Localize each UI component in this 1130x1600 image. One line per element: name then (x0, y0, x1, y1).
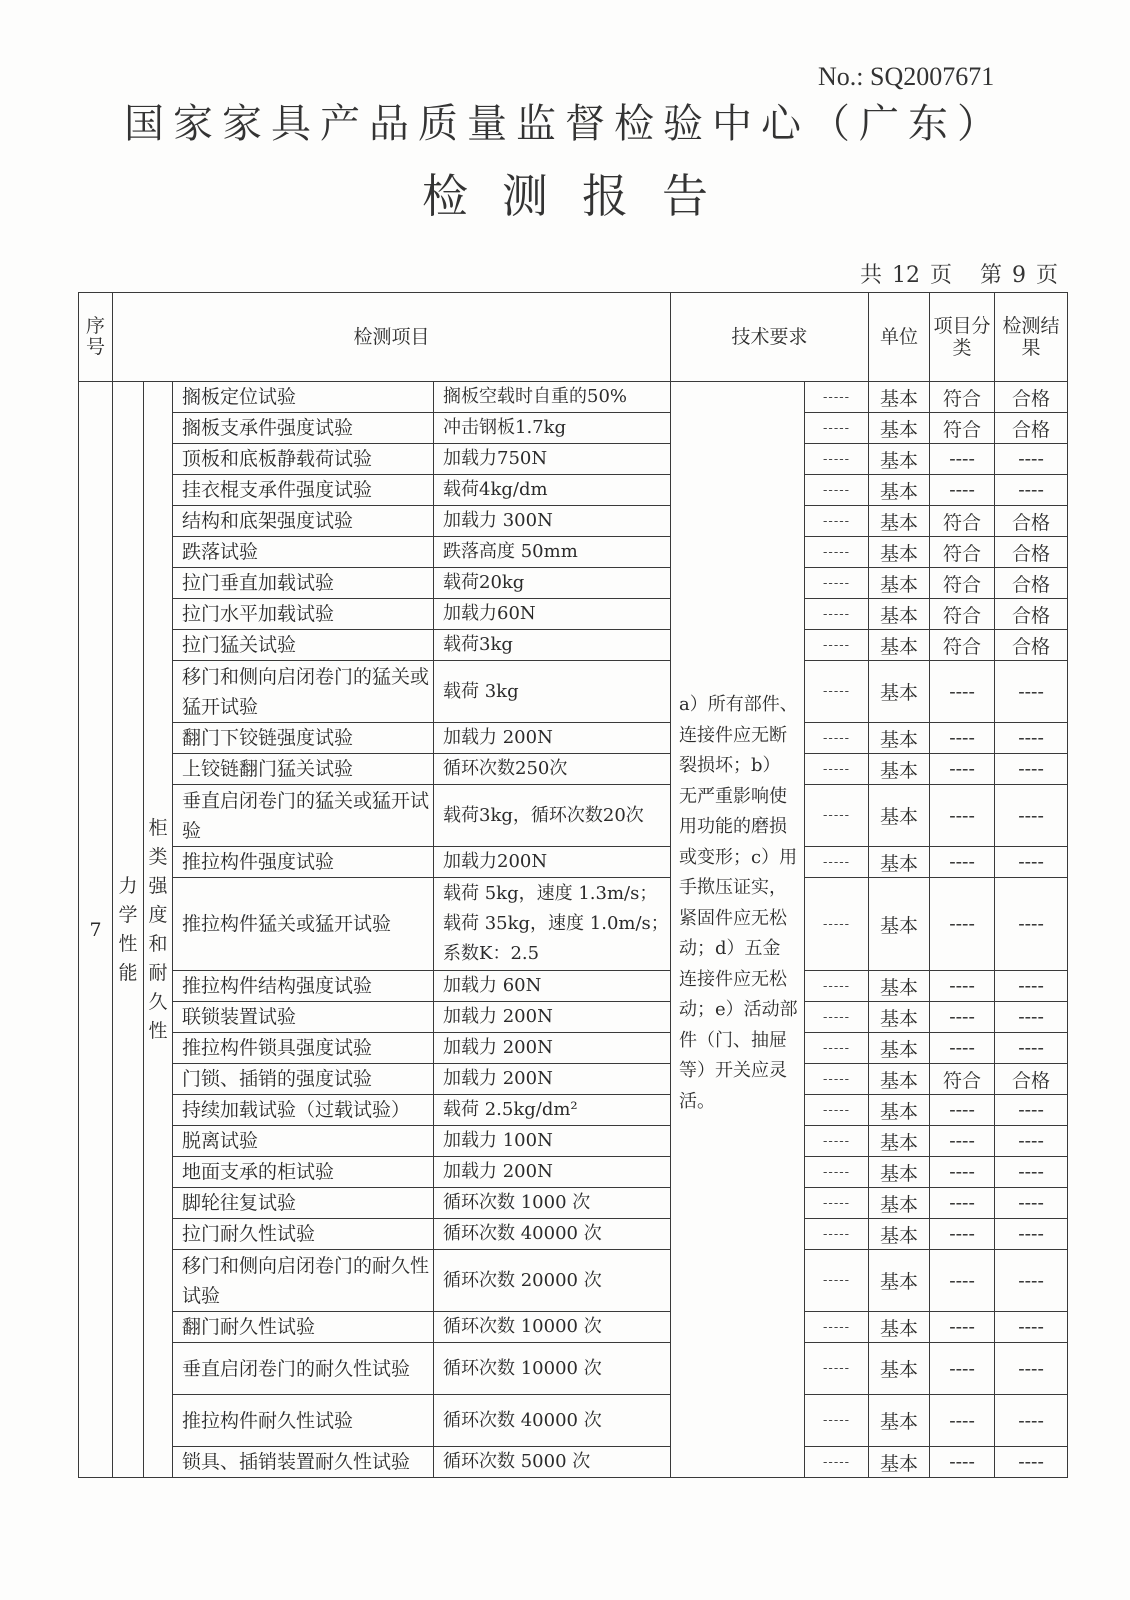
cell-requirement: 加载力750N (434, 444, 671, 475)
cell-judgement: ---- (995, 1447, 1068, 1478)
cell-judgement: 合格 (995, 599, 1068, 630)
cell-category: 基本 (869, 1157, 930, 1188)
cell-judgement: ---- (995, 1157, 1068, 1188)
cell-category: 基本 (869, 878, 930, 971)
cell-item: 搁板定位试验 (173, 382, 434, 413)
cell-judgement: 合格 (995, 506, 1068, 537)
cell-judgement: ---- (995, 754, 1068, 785)
cell-result: ---- (930, 1033, 995, 1064)
header-category: 项目分类 (930, 293, 995, 382)
cell-result: ---- (930, 1095, 995, 1126)
cell-unit: ----- (805, 723, 869, 754)
cell-category: 基本 (869, 1002, 930, 1033)
cell-result: 符合 (930, 599, 995, 630)
table-row (79, 568, 1068, 599)
header-item: 检测项目 (113, 293, 671, 382)
category-level-2: 柜类强度和耐久性 (144, 382, 173, 1478)
cell-requirement: 载荷20kg (434, 568, 671, 599)
cell-unit: ----- (805, 878, 869, 971)
cell-item: 翻门下铰链强度试验 (173, 723, 434, 754)
cell-judgement: ---- (995, 661, 1068, 723)
cell-category: 基本 (869, 568, 930, 599)
cell-item: 推拉构件耐久性试验 (173, 1395, 434, 1447)
cell-item: 推拉构件锁具强度试验 (173, 1033, 434, 1064)
cell-unit: ----- (805, 444, 869, 475)
cell-category: 基本 (869, 1095, 930, 1126)
cell-result: ---- (930, 1312, 995, 1343)
cell-unit: ----- (805, 413, 869, 444)
cell-judgement: ---- (995, 878, 1068, 971)
cell-unit: ----- (805, 506, 869, 537)
cell-requirement: 循环次数 1000 次 (434, 1188, 671, 1219)
cell-judgement: 合格 (995, 413, 1068, 444)
table-row (79, 1002, 1068, 1033)
cell-result: ---- (930, 847, 995, 878)
cell-result: ---- (930, 1250, 995, 1312)
cell-unit: ----- (805, 1064, 869, 1095)
table-row (79, 1219, 1068, 1250)
document-title: 检测报告 (422, 169, 742, 223)
table-row (79, 413, 1068, 444)
cell-item: 跌落试验 (173, 537, 434, 568)
cell-judgement: ---- (995, 1126, 1068, 1157)
cell-result: 符合 (930, 537, 995, 568)
cell-category: 基本 (869, 971, 930, 1002)
cell-item: 脚轮往复试验 (173, 1188, 434, 1219)
cell-result: ---- (930, 661, 995, 723)
cell-category: 基本 (869, 1447, 930, 1478)
cell-category: 基本 (869, 1343, 930, 1395)
table-row (79, 723, 1068, 754)
cell-requirement: 加载力 100N (434, 1126, 671, 1157)
page-current: 9 (1011, 263, 1026, 288)
cell-category: 基本 (869, 1250, 930, 1312)
cell-category: 基本 (869, 630, 930, 661)
cell-requirement: 循环次数 10000 次 (434, 1312, 671, 1343)
cell-item: 拉门垂直加载试验 (173, 568, 434, 599)
table-row (79, 754, 1068, 785)
cell-judgement: ---- (995, 1219, 1068, 1250)
cell-item: 拉门猛关试验 (173, 630, 434, 661)
cell-judgement: 合格 (995, 382, 1068, 413)
cell-category: 基本 (869, 506, 930, 537)
cell-result: ---- (930, 1447, 995, 1478)
cell-judgement: ---- (995, 785, 1068, 847)
cell-category: 基本 (869, 847, 930, 878)
cell-item: 脱离试验 (173, 1126, 434, 1157)
table-header-row (79, 293, 1068, 382)
cell-result: 符合 (930, 568, 995, 599)
cell-judgement: ---- (995, 1312, 1068, 1343)
cell-item: 锁具、插销装置耐久性试验 (173, 1447, 434, 1478)
cell-unit: ----- (805, 1095, 869, 1126)
cell-result: ---- (930, 878, 995, 971)
cell-requirement: 加载力 200N (434, 723, 671, 754)
cell-unit: ----- (805, 599, 869, 630)
cell-requirement: 加载力 200N (434, 1064, 671, 1095)
cell-judgement: ---- (995, 1188, 1068, 1219)
cell-result: ---- (930, 444, 995, 475)
cell-judgement: 合格 (995, 1064, 1068, 1095)
cell-unit: ----- (805, 568, 869, 599)
cell-requirement: 循环次数 20000 次 (434, 1250, 671, 1312)
cell-result: ---- (930, 723, 995, 754)
header-requirement: 技术要求 (671, 293, 869, 382)
table-row (79, 1033, 1068, 1064)
cell-category: 基本 (869, 444, 930, 475)
cell-result: ---- (930, 1219, 995, 1250)
cell-item: 上铰链翻门猛关试验 (173, 754, 434, 785)
cell-unit: ----- (805, 1188, 869, 1219)
cell-result: 符合 (930, 630, 995, 661)
table-row (79, 506, 1068, 537)
cell-item: 挂衣棍支承件强度试验 (173, 475, 434, 506)
cell-requirement: 加载力 200N (434, 1157, 671, 1188)
cell-result: ---- (930, 1395, 995, 1447)
cell-item: 移门和侧向启闭卷门的猛关或猛开试验 (173, 661, 434, 723)
cell-unit: ----- (805, 1447, 869, 1478)
table-row (79, 1250, 1068, 1312)
cell-unit: ----- (805, 754, 869, 785)
organization-name: 国家家具产品质量监督检验中心（广东） (124, 101, 1006, 147)
header-unit: 单位 (869, 293, 930, 382)
table-row (79, 1126, 1068, 1157)
table-row (79, 537, 1068, 568)
cell-requirement: 加载力200N (434, 847, 671, 878)
cell-item: 垂直启闭卷门的猛关或猛开试验 (173, 785, 434, 847)
page-total-prefix: 共 (859, 263, 882, 288)
table-row (79, 1395, 1068, 1447)
table-row (79, 382, 1068, 413)
cell-item: 推拉构件强度试验 (173, 847, 434, 878)
table-row (79, 1064, 1068, 1095)
cell-item: 搁板支承件强度试验 (173, 413, 434, 444)
page-total: 12 (891, 263, 920, 288)
cell-category: 基本 (869, 413, 930, 444)
cell-unit: ----- (805, 630, 869, 661)
cell-judgement: 合格 (995, 630, 1068, 661)
cell-unit: ----- (805, 1157, 869, 1188)
cell-result: 符合 (930, 506, 995, 537)
cell-category: 基本 (869, 1064, 930, 1095)
cell-item: 门锁、插销的强度试验 (173, 1064, 434, 1095)
page-indicator (860, 258, 1058, 289)
cell-requirement: 加载力 200N (434, 1033, 671, 1064)
cell-category: 基本 (869, 1033, 930, 1064)
cell-result: 符合 (930, 382, 995, 413)
cell-requirement: 循环次数 10000 次 (434, 1343, 671, 1395)
cell-item: 拉门耐久性试验 (173, 1219, 434, 1250)
cell-judgement: ---- (995, 1002, 1068, 1033)
cell-judgement: ---- (995, 971, 1068, 1002)
cell-requirement: 载荷 5kg，速度 1.3m/s；载荷 35kg，速度 1.0m/s；系数K：2.5 (434, 878, 671, 971)
cell-judgement: ---- (995, 1033, 1068, 1064)
cell-unit: ----- (805, 785, 869, 847)
cell-requirement: 加载力60N (434, 599, 671, 630)
cell-judgement: ---- (995, 475, 1068, 506)
cell-unit: ----- (805, 1033, 869, 1064)
cell-result: ---- (930, 971, 995, 1002)
cell-result: ---- (930, 754, 995, 785)
cell-requirement: 跌落高度 50mm (434, 537, 671, 568)
cell-requirement: 载荷 3kg (434, 661, 671, 723)
table-row (79, 1095, 1068, 1126)
table-row (79, 1312, 1068, 1343)
cell-category: 基本 (869, 537, 930, 568)
table-row (79, 878, 1068, 971)
category-level-1: 力学性能 (113, 382, 144, 1478)
table-row (79, 1157, 1068, 1188)
cell-requirement: 循环次数 5000 次 (434, 1447, 671, 1478)
cell-requirement: 循环次数 40000 次 (434, 1395, 671, 1447)
cell-item: 推拉构件猛关或猛开试验 (173, 878, 434, 971)
table-row (79, 1188, 1068, 1219)
cell-unit: ----- (805, 1126, 869, 1157)
cell-judgement: ---- (995, 1395, 1068, 1447)
cell-requirement: 加载力 300N (434, 506, 671, 537)
cell-requirement: 载荷3kg，循环次数20次 (434, 785, 671, 847)
cell-unit: ----- (805, 847, 869, 878)
cell-item: 拉门水平加载试验 (173, 599, 434, 630)
cell-unit: ----- (805, 971, 869, 1002)
cell-item: 持续加载试验（过载试验） (173, 1095, 434, 1126)
cell-judgement: ---- (995, 1095, 1068, 1126)
cell-item: 结构和底架强度试验 (173, 506, 434, 537)
cell-category: 基本 (869, 1312, 930, 1343)
cell-judgement: ---- (995, 1250, 1068, 1312)
cell-result: ---- (930, 475, 995, 506)
cell-judgement: ---- (995, 723, 1068, 754)
cell-unit: ----- (805, 1250, 869, 1312)
cell-requirement: 循环次数 40000 次 (434, 1219, 671, 1250)
page-current-suffix: 页 (1035, 263, 1058, 288)
cell-unit: ----- (805, 1312, 869, 1343)
cell-judgement: 合格 (995, 568, 1068, 599)
cell-unit: ----- (805, 1002, 869, 1033)
cell-result: 符合 (930, 413, 995, 444)
table-row (79, 630, 1068, 661)
cell-unit: ----- (805, 382, 869, 413)
cell-item: 地面支承的柜试验 (173, 1157, 434, 1188)
table-row (79, 475, 1068, 506)
cell-category: 基本 (869, 1395, 930, 1447)
table-row (79, 1343, 1068, 1395)
cell-category: 基本 (869, 1126, 930, 1157)
cell-unit: ----- (805, 1343, 869, 1395)
cell-result: ---- (930, 1188, 995, 1219)
cell-requirement: 载荷4kg/dm (434, 475, 671, 506)
cell-result: ---- (930, 1126, 995, 1157)
cell-category: 基本 (869, 382, 930, 413)
table-row (79, 599, 1068, 630)
cell-requirement: 冲击钢板1.7kg (434, 413, 671, 444)
cell-result: ---- (930, 1002, 995, 1033)
common-requirement-text: a）所有部件、连接件应无断裂损坏；b）无严重影响使用功能的磨损或变形；c）用手揿压证实，紧固件应无松动；d）五金连接件应无松动；e）活动部件（门、抽屉等）开关应灵活。 (679, 694, 798, 1112)
cell-requirement: 载荷3kg (434, 630, 671, 661)
cell-judgement: 合格 (995, 537, 1068, 568)
cell-category: 基本 (869, 723, 930, 754)
table-row (79, 661, 1068, 723)
report-number: No.: SQ2007671 (818, 62, 995, 91)
cell-item: 联锁装置试验 (173, 1002, 434, 1033)
seq-number: 7 (79, 382, 113, 1478)
cell-result: 符合 (930, 1064, 995, 1095)
cell-category: 基本 (869, 785, 930, 847)
cell-result: ---- (930, 1343, 995, 1395)
table-row (79, 971, 1068, 1002)
cell-unit: ----- (805, 1395, 869, 1447)
cell-category: 基本 (869, 1219, 930, 1250)
page-current-prefix: 第 (979, 263, 1002, 288)
table-row (79, 444, 1068, 475)
common-requirement (671, 382, 805, 1478)
cell-requirement: 加载力 60N (434, 971, 671, 1002)
cell-judgement: ---- (995, 1343, 1068, 1395)
cell-category: 基本 (869, 661, 930, 723)
header-result: 检测结果 (995, 293, 1068, 382)
cell-judgement: ---- (995, 444, 1068, 475)
inspection-table (78, 292, 1068, 1478)
table-row (79, 785, 1068, 847)
cell-unit: ----- (805, 475, 869, 506)
cell-item: 垂直启闭卷门的耐久性试验 (173, 1343, 434, 1395)
table-row (79, 1447, 1068, 1478)
cell-item: 移门和侧向启闭卷门的耐久性试验 (173, 1250, 434, 1312)
cell-category: 基本 (869, 475, 930, 506)
cell-requirement: 载荷 2.5kg/dm² (434, 1095, 671, 1126)
cell-item: 翻门耐久性试验 (173, 1312, 434, 1343)
cell-requirement: 循环次数250次 (434, 754, 671, 785)
cell-category: 基本 (869, 599, 930, 630)
table-row (79, 847, 1068, 878)
cell-category: 基本 (869, 754, 930, 785)
page-total-suffix: 页 (929, 263, 952, 288)
header-seq: 序号 (79, 293, 113, 382)
cell-unit: ----- (805, 661, 869, 723)
cell-category: 基本 (869, 1188, 930, 1219)
cell-result: ---- (930, 1157, 995, 1188)
cell-item: 顶板和底板静载荷试验 (173, 444, 434, 475)
cell-item: 推拉构件结构强度试验 (173, 971, 434, 1002)
cell-unit: ----- (805, 537, 869, 568)
cell-requirement: 搁板空载时自重的50% (434, 382, 671, 413)
cell-result: ---- (930, 785, 995, 847)
cell-judgement: ---- (995, 847, 1068, 878)
cell-requirement: 加载力 200N (434, 1002, 671, 1033)
cell-unit: ----- (805, 1219, 869, 1250)
